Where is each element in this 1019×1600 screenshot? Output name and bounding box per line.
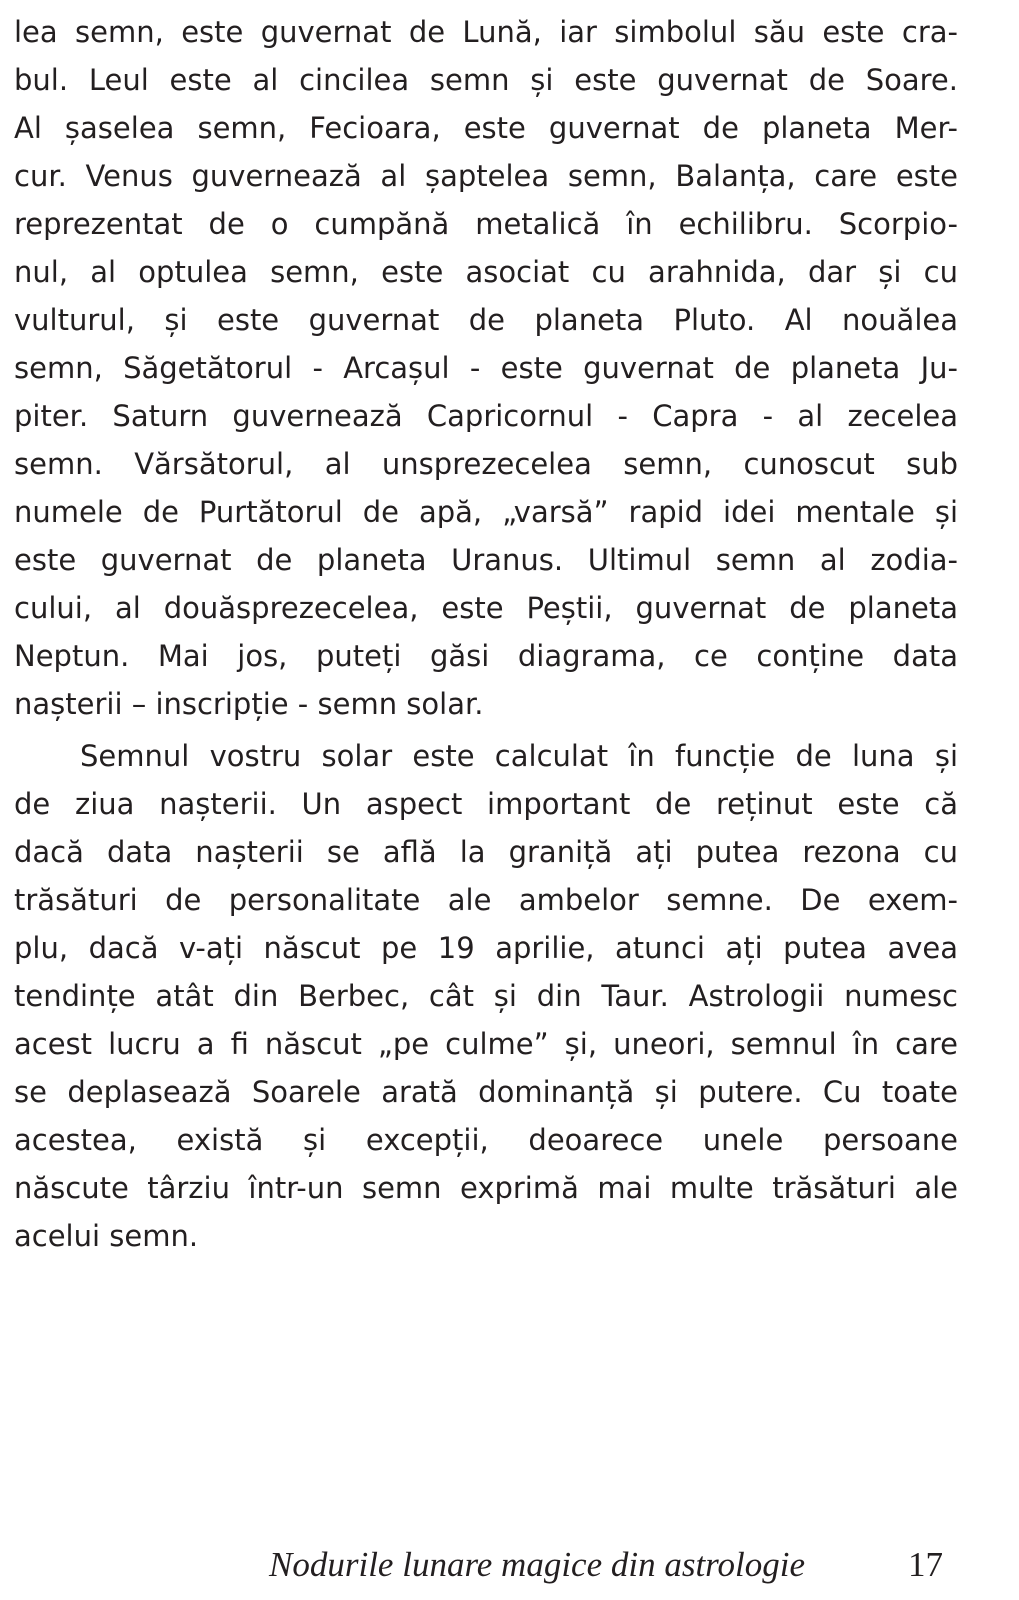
text-line: Al șaselea semn, Fecioara, este guvernat de planeta Mer- — [14, 111, 958, 145]
page-number: 17 — [908, 1545, 943, 1584]
text-line: cur. Venus guvernează al șaptelea semn, Balanța, care este — [14, 159, 958, 193]
text-line: de ziua nașterii. Un aspect important de reținut este că — [14, 787, 958, 821]
text-line: se deplasează Soarele arată dominanță și putere. Cu toate — [14, 1075, 958, 1109]
text-line: Semnul vostru solar este calculat în funcție de luna și — [80, 739, 958, 773]
text-line: nul, al optulea semn, este asociat cu arahnida, dar și cu — [14, 255, 958, 289]
text-line: acest lucru a fi născut „pe culme” și, uneori, semnul în care — [14, 1027, 958, 1061]
text-line: vulturul, și este guvernat de planeta Pluto. Al nouălea — [14, 303, 958, 337]
paragraph-2 — [14, 732, 958, 1260]
page-footer — [0, 1540, 1019, 1590]
paragraph-1 — [14, 8, 958, 728]
text-line: cului, al douăsprezecelea, este Peștii, guvernat de planeta — [14, 591, 958, 625]
body-text — [14, 8, 958, 1260]
text-line: trăsături de personalitate ale ambelor semne. De exem- — [14, 883, 958, 917]
text-line: acelui semn. — [14, 1219, 199, 1253]
text-line: nașterii – inscripție - semn solar. — [14, 687, 484, 721]
text-line: este guvernat de planeta Uranus. Ultimul semn al zodia- — [14, 543, 958, 577]
text-line: semn. Vărsătorul, al unsprezecelea semn, cunoscut sub — [14, 447, 958, 481]
text-line: piter. Saturn guvernează Capricornul - Capra - al zecelea — [14, 399, 958, 433]
text-line: reprezentat de o cumpănă metalică în echilibru. Scorpio- — [14, 207, 958, 241]
text-line: Neptun. Mai jos, puteți găsi diagrama, ce conține data — [14, 639, 958, 673]
text-line: tendințe atât din Berbec, cât și din Taur. Astrologii numesc — [14, 979, 958, 1013]
text-line: plu, dacă v-ați născut pe 19 aprilie, atunci ați putea avea — [14, 931, 958, 965]
running-title: Nodurile lunare magice din astrologie — [269, 1545, 805, 1584]
text-line: născute târziu într-un semn exprimă mai multe trăsături ale — [14, 1171, 958, 1205]
text-line: semn, Săgetătorul - Arcașul - este guvernat de planeta Ju- — [14, 351, 958, 385]
text-line: dacă data nașterii se află la graniță ați putea rezona cu — [14, 835, 958, 869]
text-line: acestea, există și excepții, deoarece unele persoane — [14, 1123, 958, 1157]
text-line: numele de Purtătorul de apă, „varsă” rapid idei mentale și — [14, 495, 958, 529]
text-line: bul. Leul este al cincilea semn și este guvernat de Soare. — [14, 63, 958, 97]
text-line: lea semn, este guvernat de Lună, iar simbolul său este cra- — [14, 15, 958, 49]
